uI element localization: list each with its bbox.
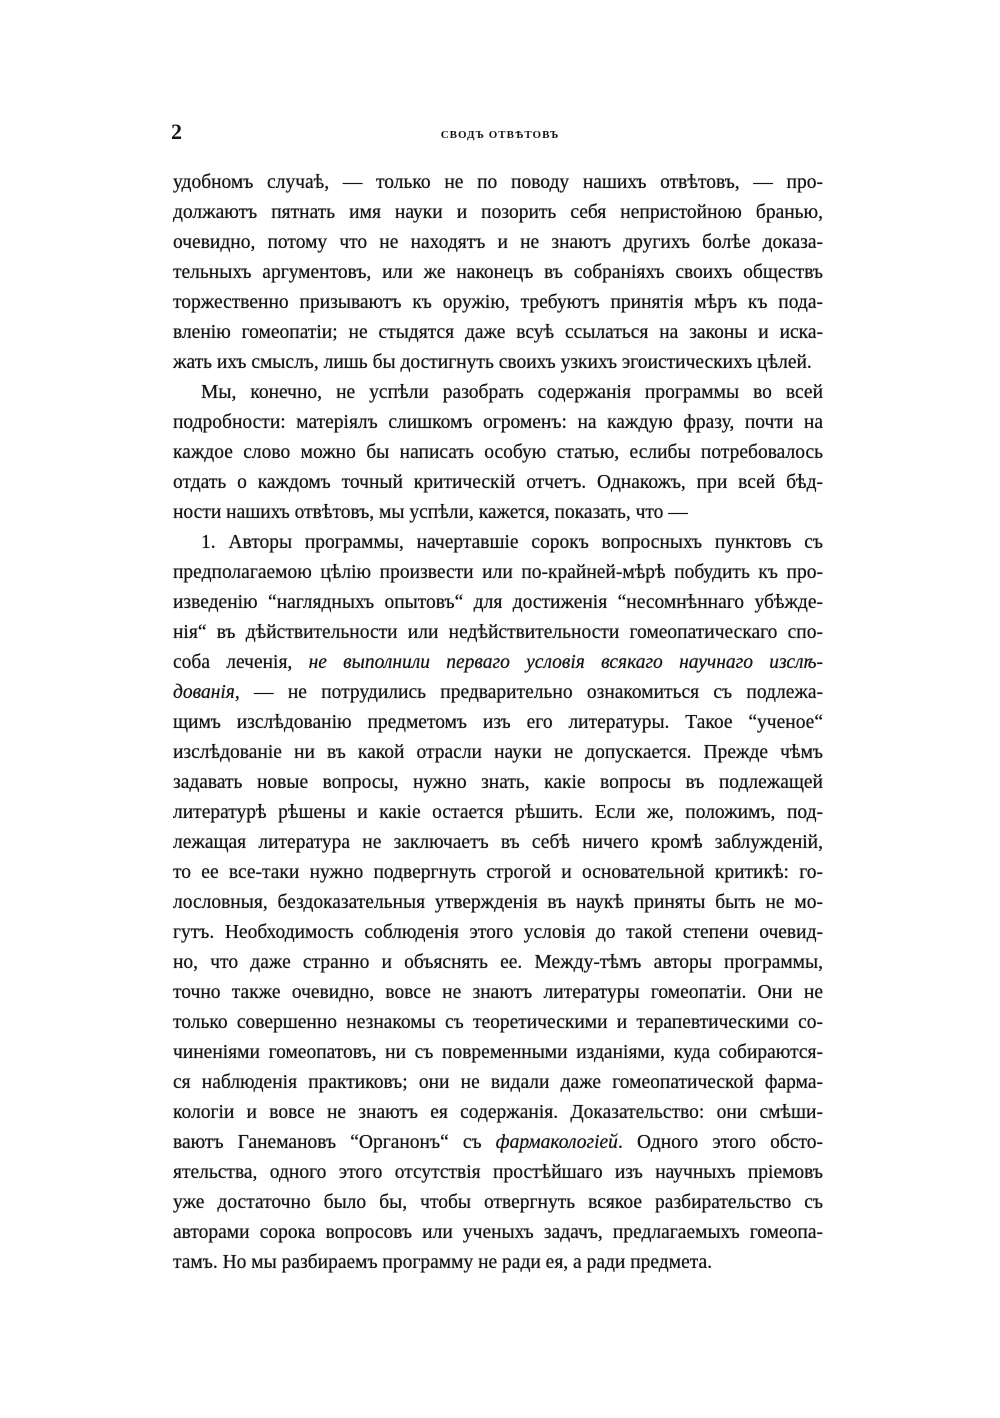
text-segment: очевидно, потому что не находятъ и не знаютъ другихъ болѣе доказа-	[173, 232, 823, 253]
text-segment: ности нашихъ отвѣтовъ, мы успѣли, кажется, показать, что —	[173, 502, 688, 523]
text-segment: лословныя, бездоказательныя утвержденія въ наукѣ приняты быть не мо-	[173, 892, 823, 913]
text-segment: гутъ. Необходимость соблюденія этого условія до такой степени очевид-	[173, 922, 823, 943]
text-segment: ваютъ Ганемановъ “Органонъ“ съ	[173, 1132, 496, 1153]
text-line	[173, 408, 823, 438]
text-line	[173, 1218, 823, 1248]
text-segment: чиненіями гомеопатовъ, ни съ повременными изданіями, куда собираются-	[173, 1042, 823, 1063]
text-line	[173, 1128, 823, 1158]
text-line	[173, 918, 823, 948]
text-segment: , — не потрудились предварительно ознакомиться съ подлежа-	[234, 682, 823, 703]
text-line	[173, 438, 823, 468]
body-text	[173, 168, 823, 1278]
text-segment: уже достаточно было бы, чтобы отвергнуть всякое разбирательство съ	[173, 1192, 823, 1213]
text-line	[173, 378, 823, 408]
text-line	[173, 1068, 823, 1098]
text-line	[173, 978, 823, 1008]
text-segment: лежащая литература не заключаетъ въ себѣ ничего кромѣ заблужденій,	[173, 832, 823, 853]
text-line	[173, 468, 823, 498]
text-segment: нія“ въ дѣйствительности или недѣйствительности гомеопатическаго спо-	[173, 622, 823, 643]
text-segment: литературѣ рѣшены и какіе остается рѣшить. Если же, положимъ, под-	[173, 802, 823, 823]
text-line	[173, 768, 823, 798]
text-segment: удобномъ случаѣ, — только не по поводу нашихъ отвѣтовъ, — про-	[173, 172, 823, 193]
text-segment: кологіи и вовсе не знаютъ ея содержанія. Доказательство: они смѣши-	[173, 1102, 823, 1123]
text-segment: каждое слово можно бы написать особую статью, еслибы потребовалось	[173, 442, 823, 463]
text-line	[173, 1098, 823, 1128]
text-line	[173, 798, 823, 828]
text-segment: . Одного этого обсто-	[617, 1132, 823, 1153]
text-line	[173, 948, 823, 978]
text-line	[173, 1038, 823, 1068]
text-line	[173, 318, 823, 348]
text-line	[173, 528, 823, 558]
text-segment: торжественно призываютъ къ оружію, требуютъ принятія мѣръ къ пода-	[173, 292, 823, 313]
text-line	[173, 168, 823, 198]
text-segment: жать ихъ смыслъ, лишь бы достигнуть своихъ узкихъ эгоистическихъ цѣлей.	[173, 352, 812, 373]
text-line	[173, 498, 823, 528]
text-segment: точно также очевидно, вовсе не знаютъ литературы гомеопатіи. Они не	[173, 982, 823, 1003]
text-segment: Мы, конечно, не успѣли разобрать содержанія программы во всей	[201, 382, 823, 403]
text-segment: вленію гомеопатіи; не стыдятся даже всуѣ ссылаться на законы и иска-	[173, 322, 823, 343]
text-line	[173, 348, 823, 378]
text-line	[173, 588, 823, 618]
text-segment: соба леченія,	[173, 652, 309, 673]
text-segment: 1. Авторы программы, начертавшіе сорокъ вопросныхъ пунктовъ съ	[201, 532, 823, 553]
running-title: СВОДЪ ОТВѢТОВЪ	[440, 129, 560, 141]
text-line	[173, 888, 823, 918]
text-segment: должаютъ пятнать имя науки и позорить себя непристойною бранью,	[173, 202, 823, 223]
text-line	[173, 1188, 823, 1218]
text-line	[173, 678, 823, 708]
text-segment: авторами сорока вопросовъ или ученыхъ задачъ, предлагаемыхъ гомеопа-	[173, 1222, 823, 1243]
text-segment: щимъ изслѣдованію предметомъ изъ его литературы. Такое “ученое“	[173, 712, 823, 733]
text-segment: задавать новые вопросы, нужно знать, какіе вопросы въ подлежащей	[173, 772, 823, 793]
italic-text: фармакологіей	[495, 1132, 618, 1153]
text-line	[173, 618, 823, 648]
text-segment: изведенію “наглядныхъ опытовъ“ для достиженія “несомнѣннаго убѣжде-	[173, 592, 823, 613]
text-line	[173, 858, 823, 888]
text-segment: но, что даже странно и объяснять ее. Между-тѣмъ авторы программы,	[173, 952, 823, 973]
text-segment: предполагаемою цѣлію произвести или по-крайней-мѣрѣ побудить къ про-	[173, 562, 823, 583]
text-line	[173, 228, 823, 258]
text-line	[173, 288, 823, 318]
text-line	[173, 198, 823, 228]
text-line	[173, 828, 823, 858]
text-segment: тамъ. Но мы разбираемъ программу не ради ея, а ради предмета.	[173, 1252, 713, 1273]
text-segment: отдать о каждомъ точный критическій отчетъ. Однакожъ, при всей бѣд-	[173, 472, 823, 493]
text-segment: тельныхъ аргументовъ, или же наконецъ въ собраніяхъ своихъ обществъ	[173, 262, 823, 283]
italic-text: не выполнили перваго условія всякаго научнаго изслѣ-	[308, 652, 823, 673]
text-line	[173, 258, 823, 288]
text-line	[173, 738, 823, 768]
text-line	[173, 708, 823, 738]
text-segment: подробности: матеріялъ слишкомъ огроменъ: на каждую фразу, почти на	[173, 412, 823, 433]
text-segment: то ее все-таки нужно подвергнуть строгой и основательной критикѣ: го-	[173, 862, 823, 883]
text-segment: ся наблюденія практиковъ; они не видали даже гомеопатической фарма-	[173, 1072, 823, 1093]
text-segment: ятельства, одного этого отсутствія простѣйшаго изъ научныхъ пріемовъ	[173, 1162, 823, 1183]
text-segment: только совершенно незнакомы съ теоретическими и терапевтическими со-	[173, 1012, 823, 1033]
text-line	[173, 1248, 823, 1278]
italic-text: дованія	[173, 682, 235, 703]
text-line	[173, 1008, 823, 1038]
text-line	[173, 648, 823, 678]
text-line	[173, 558, 823, 588]
text-segment: изслѣдованіе ни въ какой отрасли науки не допускается. Прежде чѣмъ	[173, 742, 823, 763]
text-line	[173, 1158, 823, 1188]
page-number: 2	[171, 119, 182, 144]
